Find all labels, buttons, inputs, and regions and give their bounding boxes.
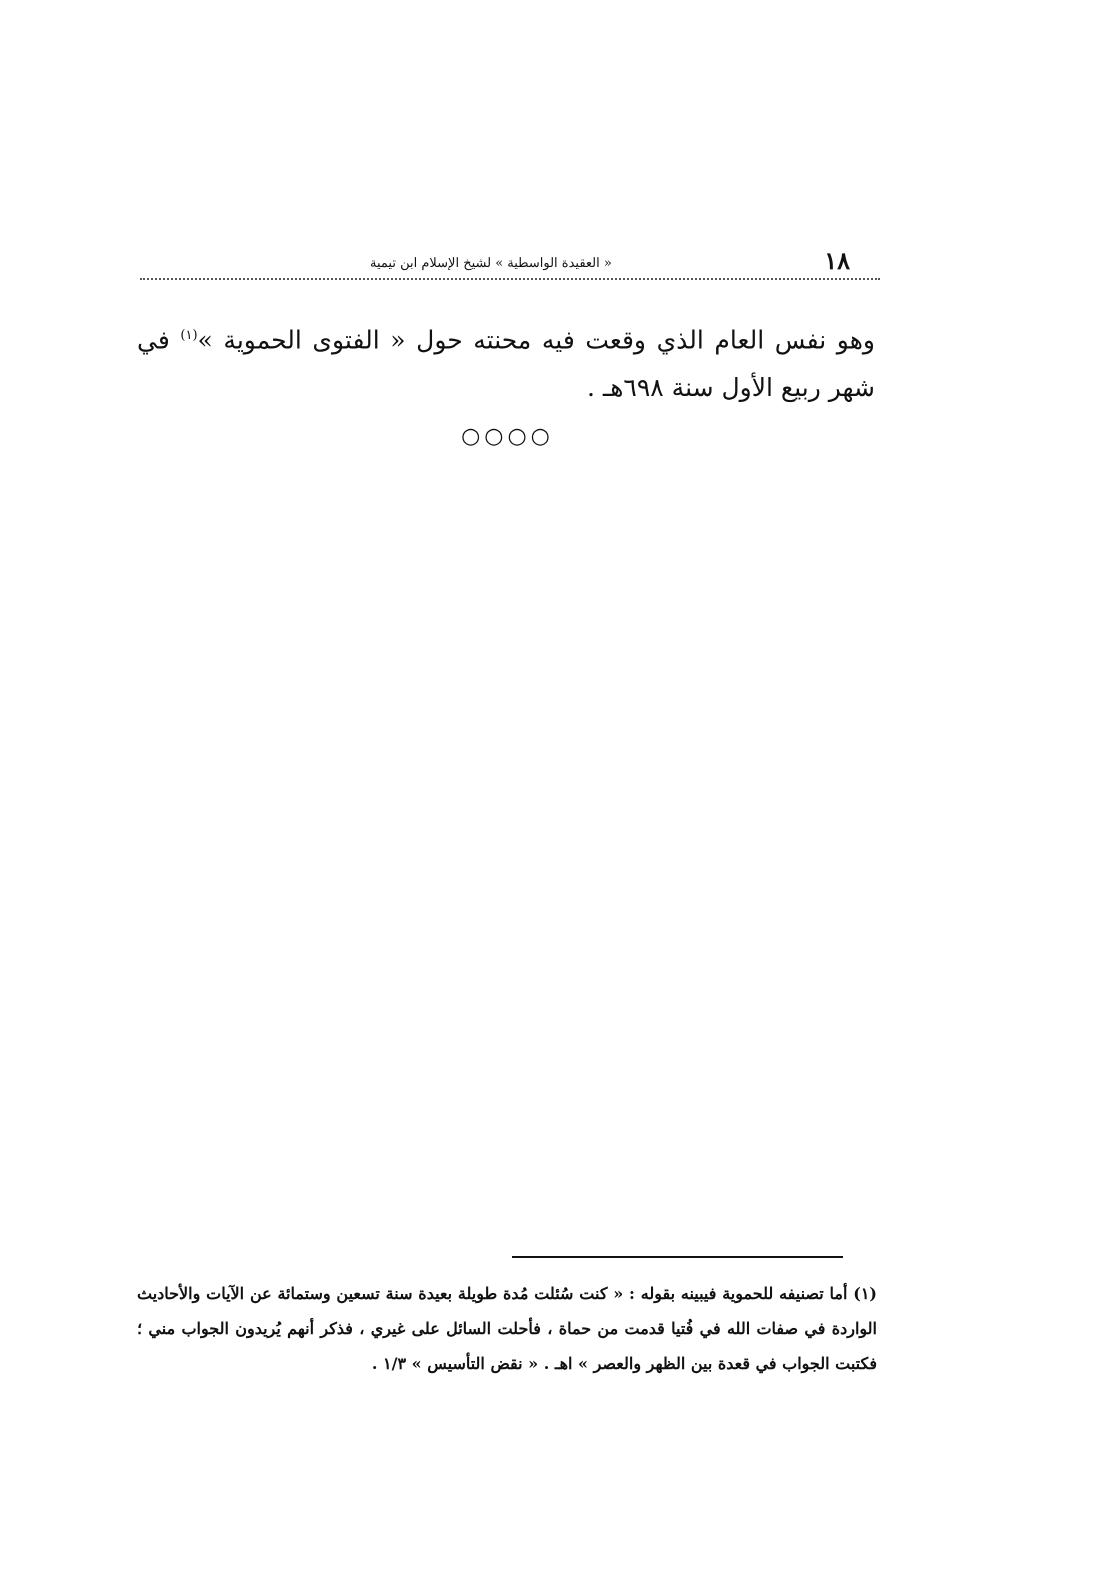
running-title: « العقيدة الواسطية » لشيخ الإسلام ابن تيمية [370, 256, 612, 271]
footnote-reference: (١) [180, 328, 198, 343]
footnote: (١) أما تصنيفه للحموية فيبينه بقوله : « كنت سُئلت مُدة طويلة بعيدة سنة تسعين وستمائة عن الآيات والأحاديث الواردة في صفات الله في فُتيا قدمت من حماة ، فأحلت السائل على غيري ، فذكر أنهم يُريدون الجواب مني ؛ فكتبت الجواب في قعدة بين الظهر والعصر » اهـ . « نقض التأسيس » ١/٣ . [137, 1284, 878, 1373]
body-text-part-1: وهو نفس العام الذي وقعت فيه محنته حول « الفتوى الحموية » [197, 325, 875, 355]
header-divider [140, 278, 880, 280]
page-number: ١٨ [824, 246, 850, 275]
section-ornament: ○○○○ [461, 424, 554, 449]
footnote-divider [512, 1256, 843, 1258]
page-header [140, 246, 880, 280]
body-paragraph [137, 312, 875, 412]
body-text-part-2: في شهر ربيع الأول سنة ٦٩٨هـ . [137, 325, 875, 403]
